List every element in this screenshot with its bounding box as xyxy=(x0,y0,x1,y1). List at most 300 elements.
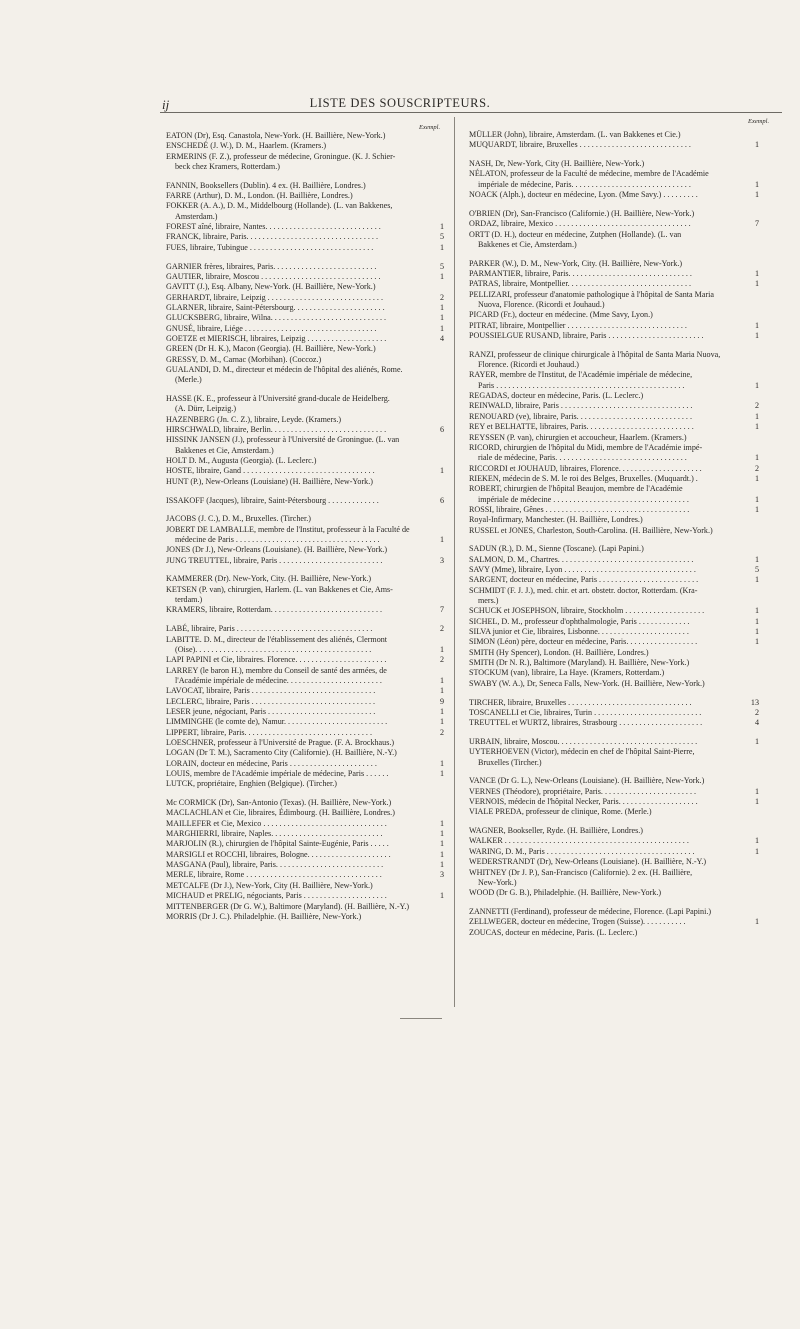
subscriber-text xyxy=(166,243,444,253)
subscriber-text xyxy=(166,585,444,606)
subscriber-text xyxy=(469,474,759,484)
entry-line: GREEN (Dr H. K.), Macon (Georgia). (H. Baillière, New-York.) xyxy=(166,344,376,354)
subscriber-text xyxy=(166,655,444,665)
entry-line: LUTCK, propriétaire, Enghien (Belgique). (Tircher.) xyxy=(166,779,337,789)
subscriber-text xyxy=(469,718,759,728)
entry-line: HOLT D. M., Augusta (Georgia). (L. Leclerc.) xyxy=(166,456,317,466)
subscriber-text xyxy=(469,787,759,797)
copies-count: 1 xyxy=(754,279,759,289)
subscriber-text xyxy=(166,435,444,456)
subscriber-text xyxy=(166,525,444,546)
entry-line: TOSCANELLI et Cie, libraires, Turin . . . . . . . . . . . . . . . . . . . . . . . . . . . xyxy=(469,707,702,717)
entry-line: ORTT (D. H.), docteur en médecine, Zutphen (Hollande). (L. van xyxy=(469,229,682,239)
entry-line: New-York.) xyxy=(478,877,517,887)
entry-line: Florence. (Ricordi et Jouhaud.) xyxy=(478,360,579,370)
subscriber-text xyxy=(166,717,444,727)
subscriber-entry xyxy=(166,891,444,901)
subscriber-text xyxy=(469,868,759,889)
entry-line: FUES, libraire, Tubingue . . . . . . . . . . . . . . . . . . . . . . . . . . . . . . . xyxy=(166,242,374,252)
entry-line: (Merle.) xyxy=(175,375,202,385)
entry-line: MITTENBERGER (Dr G. W.), Baltimore (Maryland). (H. Baillière, N.-Y.) xyxy=(166,901,410,911)
subscriber-entry xyxy=(166,141,444,151)
subscriber-entry xyxy=(166,222,444,232)
copies-count: 2 xyxy=(754,707,759,717)
entry-line: LECLERC, libraire, Paris . . . . . . . . . . . . . . . . . . . . . . . . . . . . . . . xyxy=(166,696,376,706)
letter-group xyxy=(469,259,759,342)
copies-count: 2 xyxy=(439,727,444,737)
subscriber-entry xyxy=(469,422,759,432)
subscriber-entry xyxy=(469,565,759,575)
letter-group xyxy=(166,131,444,172)
entry-line: ENSCHEDÉ (J. W.), D. M., Haarlem. (Kramers.) xyxy=(166,141,327,151)
subscriber-list-right-column xyxy=(469,130,759,946)
copies-count: 1 xyxy=(439,313,444,323)
copies-count: 1 xyxy=(754,504,759,514)
letter-group xyxy=(469,209,759,250)
entry-line: LAPI PAPINI et Cie, libraires. Florence. . . . . . . . . . . . . . . . . . . . . . . xyxy=(166,655,387,665)
copies-count: 1 xyxy=(439,839,444,849)
entry-line: JACOBS (J. C.), D. M., Bruxelles. (Tircher.) xyxy=(166,514,311,524)
entry-line: RICCORDI et JOUHAUD, libraires, Florence. . . . . . . . . . . . . . . . . . . . . xyxy=(469,463,702,473)
copies-count: 1 xyxy=(754,575,759,585)
subscriber-text xyxy=(166,759,444,769)
entry-line: VANCE (Dr G. L.), New-Orleans (Louisiane). (H. Baillière, New-York.) xyxy=(469,776,705,786)
subscriber-entry xyxy=(469,209,759,219)
subscriber-list-left-column xyxy=(166,131,444,931)
subscriber-entry xyxy=(469,658,759,668)
entry-line: terdam.) xyxy=(175,595,203,605)
entry-line: GARNIER frères, libraires, Paris. . . . . . . . . . . . . . . . . . . . . . . . . . xyxy=(166,261,377,271)
entry-line: GOETZE et MIERISCH, libraires, Leipzig . . . . . . . . . . . . . . . . . . . . xyxy=(166,333,387,343)
subscriber-text xyxy=(469,331,759,341)
entry-line: LAVOCAT, libraire, Paris . . . . . . . . . . . . . . . . . . . . . . . . . . . . . . . xyxy=(166,686,376,696)
letter-group xyxy=(469,159,759,200)
entry-line: KAMMERER (Dr). New-York, City. (H. Baillière, New-York.) xyxy=(166,574,372,584)
entry-line: PATRAS, libraire, Montpellier. . . . . . . . . . . . . . . . . . . . . . . . . . . . . . . xyxy=(469,279,692,289)
subscriber-text xyxy=(469,412,759,422)
subscriber-text xyxy=(469,190,759,200)
subscriber-text xyxy=(469,505,759,515)
subscriber-entry xyxy=(469,868,759,889)
copies-count: 1 xyxy=(754,453,759,463)
subscriber-text xyxy=(469,698,759,708)
copies-count: 1 xyxy=(439,242,444,252)
subscriber-text xyxy=(166,574,444,584)
entry-line: (Oise). . . . . . . . . . . . . . . . . . . . . . . . . . . . . . . . . . . . . . . . . . . . xyxy=(175,644,372,654)
entry-line: ORDAZ, libraire, Mexico . . . . . . . . . . . . . . . . . . . . . . . . . . . . . . . . . . xyxy=(469,219,691,229)
subscriber-entry xyxy=(469,776,759,786)
entry-line: REGADAS, docteur en médecine, Paris. (L. Leclerc.) xyxy=(469,391,644,401)
copies-count: 1 xyxy=(754,836,759,846)
entry-line: GERHARDT, libraire, Leipzig . . . . . . . . . . . . . . . . . . . . . . . . . . . . . xyxy=(166,292,384,302)
copies-count: 1 xyxy=(439,758,444,768)
subscriber-text xyxy=(469,526,759,536)
subscriber-text xyxy=(166,624,444,634)
subscriber-text xyxy=(166,262,444,272)
entry-line: NÉLATON, professeur de la Faculté de médecine, membre de l'Académie xyxy=(469,169,709,179)
subscriber-entry xyxy=(469,586,759,607)
subscriber-entry xyxy=(469,668,759,678)
subscriber-entry xyxy=(166,860,444,870)
entry-line: WARING, D. M., Paris . . . . . . . . . . . . . . . . . . . . . . . . . . . . . . . . . . . . . xyxy=(469,846,695,856)
subscriber-entry xyxy=(166,624,444,634)
copies-count: 1 xyxy=(439,323,444,333)
subscriber-text xyxy=(469,776,759,786)
letter-group xyxy=(469,737,759,768)
entry-line: WAGNER, Bookseller, Ryde. (H. Baillière, Londres.) xyxy=(469,826,644,836)
subscriber-text xyxy=(166,282,444,292)
entry-line: TREUTTEL et WURTZ, libraires, Strasbourg . . . . . . . . . . . . . . . . . . . . . xyxy=(469,718,703,728)
letter-group xyxy=(469,698,759,729)
subscriber-text xyxy=(469,370,759,391)
entry-line: Bakkenes et Cie, Amsterdam.) xyxy=(175,445,274,455)
subscriber-text xyxy=(166,222,444,232)
entry-line: PELLIZARI, professeur d'anatomie pathologique à l'hôpital de Santa Maria xyxy=(469,289,714,299)
subscriber-text xyxy=(469,826,759,836)
subscriber-entry xyxy=(166,201,444,222)
subscriber-text xyxy=(469,747,759,768)
subscriber-entry xyxy=(469,159,759,169)
entry-line: FOKKER (A. A.), D. M., Middelbourg (Hollande). (L. van Bakkenes, xyxy=(166,201,393,211)
letter-group xyxy=(166,496,444,506)
subscriber-text xyxy=(469,433,759,443)
subscriber-entry xyxy=(166,394,444,415)
entry-line: SADUN (R.), D. M., Sienne (Toscane). (Lapi Papini.) xyxy=(469,544,644,554)
subscriber-text xyxy=(166,860,444,870)
copies-count: 1 xyxy=(754,627,759,637)
copies-count: 5 xyxy=(439,261,444,271)
entry-line: HIRSCHWALD, libraire, Berlin. . . . . . . . . . . . . . . . . . . . . . . . . . . . . xyxy=(166,425,387,435)
subscriber-text xyxy=(469,130,759,140)
entry-line: LOGAN (Dr T. M.), Sacramento City (Californie). (H. Baillière, N.-Y.) xyxy=(166,748,397,758)
entry-line: ZELLWEGER, docteur en médecine, Trogen (Suisse). . . . . . . . . . . xyxy=(469,917,686,927)
subscriber-entry xyxy=(469,290,759,311)
copies-count: 1 xyxy=(439,891,444,901)
subscriber-text xyxy=(469,209,759,219)
entry-line: JUNG TREUTTEL, libraire, Paris . . . . . . . . . . . . . . . . . . . . . . . . . . xyxy=(166,555,383,565)
subscriber-entry xyxy=(469,310,759,320)
subscriber-entry xyxy=(469,555,759,565)
entry-line: MARJOLIN (R.), chirurgien de l'hôpital Sainte-Eugénie, Paris . . . . . xyxy=(166,839,389,849)
letter-group xyxy=(469,907,759,938)
subscriber-entry xyxy=(166,850,444,860)
entry-line: ERMERINS (F. Z.), professeur de médecine, Groningue. (K. J. Schier- xyxy=(166,151,396,161)
subscriber-text xyxy=(469,606,759,616)
copies-count: 2 xyxy=(439,292,444,302)
entry-line: HISSINK JANSEN (J.), professeur à l'Université de Groningue. (L. van xyxy=(166,435,400,445)
subscriber-text xyxy=(469,422,759,432)
subscriber-text xyxy=(469,269,759,279)
subscriber-text xyxy=(469,737,759,747)
subscriber-text xyxy=(166,738,444,748)
subscriber-entry xyxy=(166,313,444,323)
subscriber-entry xyxy=(469,907,759,917)
entry-line: SAVY (Mme), libraire, Lyon . . . . . . . . . . . . . . . . . . . . . . . . . . . . . . . . . xyxy=(469,565,696,575)
subscriber-text xyxy=(166,686,444,696)
entry-line: VERNES (Théodore), propriétaire, Paris. . . . . . . . . . . . . . . . . . . . . . . . xyxy=(469,786,697,796)
subscriber-entry xyxy=(166,293,444,303)
entry-line: SICHEL, D. M., professeur d'ophthalmologie, Paris . . . . . . . . . . . . . xyxy=(469,616,690,626)
subscriber-entry xyxy=(166,435,444,456)
subscriber-entry xyxy=(166,728,444,738)
subscriber-text xyxy=(469,169,759,190)
entry-line: médecine de Paris . . . . . . . . . . . . . . . . . . . . . . . . . . . . . . . . . . . . xyxy=(175,534,380,544)
subscriber-entry xyxy=(469,797,759,807)
subscriber-entry xyxy=(469,888,759,898)
subscriber-text xyxy=(469,230,759,251)
entry-line: FOREST aîné, libraire, Nantes. . . . . . . . . . . . . . . . . . . . . . . . . . . . . xyxy=(166,222,381,232)
subscriber-entry xyxy=(166,456,444,466)
entry-line: ROBERT, chirurgien de l'hôpital Beaujon, membre de l'Académie xyxy=(469,484,683,494)
subscriber-entry xyxy=(469,836,759,846)
subscriber-text xyxy=(166,293,444,303)
subscriber-text xyxy=(166,839,444,849)
entry-line: STOCKUM (van), libraire, La Haye. (Kramers, Rotterdam.) xyxy=(469,668,665,678)
subscriber-text xyxy=(166,902,444,912)
subscriber-entry xyxy=(166,769,444,779)
entry-line: PICARD (Fr.), docteur en médecine. (Mme Savy, Lyon.) xyxy=(469,310,653,320)
entry-line: MERLE, libraire, Rome . . . . . . . . . . . . . . . . . . . . . . . . . . . . . . . . . . xyxy=(166,870,382,880)
entry-line: ISSAKOFF (Jacques), libraire, Saint-Pétersbourg . . . . . . . . . . . . . xyxy=(166,495,379,505)
copies-column-label-left: Exempl. xyxy=(419,124,441,131)
subscriber-entry xyxy=(166,496,444,506)
copies-count: 1 xyxy=(439,534,444,544)
subscriber-entry xyxy=(166,262,444,272)
letter-group xyxy=(166,624,444,790)
copies-count: 2 xyxy=(439,624,444,634)
entry-line: RAYER, membre de l'Institut, de l'Académie impériale de médecine, xyxy=(469,370,693,380)
entry-line: FRANCK, libraire, Paris. . . . . . . . . . . . . . . . . . . . . . . . . . . . . . . . . xyxy=(166,232,379,242)
subscriber-text xyxy=(469,259,759,269)
copies-count: 1 xyxy=(439,829,444,839)
entry-line: REY et BELHATTE, libraires, Paris. . . . . . . . . . . . . . . . . . . . . . . . . . . xyxy=(469,422,694,432)
subscriber-text xyxy=(469,917,759,927)
copies-count: 1 xyxy=(754,473,759,483)
entry-line: RANZI, professeur de clinique chirurgicale à l'hôpital de Santa Maria Nuova, xyxy=(469,349,721,359)
subscriber-entry xyxy=(166,798,444,808)
entry-line: REINWALD, libraire, Paris . . . . . . . . . . . . . . . . . . . . . . . . . . . . . . . . . xyxy=(469,401,693,411)
subscriber-text xyxy=(469,159,759,169)
subscriber-entry xyxy=(469,787,759,797)
subscriber-entry xyxy=(469,140,759,150)
subscriber-text xyxy=(166,425,444,435)
subscriber-text xyxy=(469,219,759,229)
entry-line: LABITTE. D. M., directeur de l'établissement des aliénés, Clermont xyxy=(166,634,388,644)
copies-count: 1 xyxy=(754,616,759,626)
subscriber-text xyxy=(469,140,759,150)
subscriber-text xyxy=(469,310,759,320)
subscriber-text xyxy=(469,575,759,585)
subscriber-entry xyxy=(469,737,759,747)
letter-group xyxy=(469,130,759,151)
entry-line: SARGENT, docteur en médecine, Paris . . . . . . . . . . . . . . . . . . . . . . . . . xyxy=(469,575,699,585)
subscriber-entry xyxy=(166,779,444,789)
subscriber-text xyxy=(469,443,759,464)
entry-line: GUALANDI, D. M., directeur et médecin de l'hôpital des aliénés, Rome. xyxy=(166,365,403,374)
copies-count: 1 xyxy=(754,331,759,341)
subscriber-entry xyxy=(469,544,759,554)
subscriber-entry xyxy=(469,279,759,289)
subscriber-entry xyxy=(166,152,444,173)
entry-line: SILVA junior et Cie, libraires, Lisbonne. . . . . . . . . . . . . . . . . . . . . . . xyxy=(469,627,689,637)
entry-line: Nuova, Florence. (Ricordi et Jouhaud.) xyxy=(478,299,605,309)
subscriber-entry xyxy=(166,514,444,524)
subscriber-text xyxy=(469,321,759,331)
subscriber-text xyxy=(166,728,444,738)
copies-count: 1 xyxy=(439,271,444,281)
entry-line: PITRAT, libraire, Montpellier . . . . . . . . . . . . . . . . . . . . . . . . . . . . . . xyxy=(469,320,687,330)
copies-count: 1 xyxy=(439,768,444,778)
entry-line: POUSSIELGUE RUSAND, libraire, Paris . . . . . . . . . . . . . . . . . . . . . . . . xyxy=(469,331,704,341)
copies-count: 4 xyxy=(754,718,759,728)
entry-line: PARMANTIER, libraire, Paris. . . . . . . . . . . . . . . . . . . . . . . . . . . . . . . xyxy=(469,268,692,278)
entry-line: URBAIN, libraire, Moscou. . . . . . . . . . . . . . . . . . . . . . . . . . . . . . . . . . . xyxy=(469,736,698,746)
subscriber-text xyxy=(469,565,759,575)
subscriber-text xyxy=(469,464,759,474)
subscriber-text xyxy=(166,605,444,615)
subscriber-text xyxy=(166,355,444,365)
copies-count: 1 xyxy=(754,554,759,564)
subscriber-entry xyxy=(469,575,759,585)
entry-line: ZANNETTI (Ferdinand), professeur de médecine, Florence. (Lapi Papini.) xyxy=(469,906,712,916)
subscriber-text xyxy=(469,484,759,505)
subscriber-entry xyxy=(166,585,444,606)
subscriber-text xyxy=(166,556,444,566)
copies-count: 9 xyxy=(439,696,444,706)
subscriber-text xyxy=(469,515,759,525)
subscriber-entry xyxy=(469,505,759,515)
entry-line: GAVITT (J.), Esq. Albany, New-York. (H. Baillière, New-York.) xyxy=(166,282,376,292)
subscriber-entry xyxy=(166,666,444,687)
entry-line: GAUTIER, libraire, Moscou . . . . . . . . . . . . . . . . . . . . . . . . . . . . . . xyxy=(166,271,381,281)
subscriber-entry xyxy=(166,808,444,818)
entry-line: NASH, Dr, New-York, City (H. Baillière, New-York.) xyxy=(469,159,645,169)
subscriber-text xyxy=(166,232,444,242)
subscriber-entry xyxy=(469,401,759,411)
letter-group xyxy=(166,514,444,566)
copies-count: 7 xyxy=(754,219,759,229)
subscriber-text xyxy=(469,668,759,678)
subscriber-entry xyxy=(469,331,759,341)
entry-line: mers.) xyxy=(478,596,499,606)
entry-line: Bruxelles (Tircher.) xyxy=(478,757,542,767)
subscriber-entry xyxy=(469,474,759,484)
subscriber-entry xyxy=(166,717,444,727)
copies-count: 1 xyxy=(439,860,444,870)
copies-count: 1 xyxy=(754,320,759,330)
entry-line: ZOUCAS, docteur en médecine, Paris. (L. Leclerc.) xyxy=(469,927,638,937)
subscriber-text xyxy=(469,797,759,807)
subscriber-entry xyxy=(166,902,444,912)
subscriber-text xyxy=(166,477,444,487)
subscriber-entry xyxy=(469,130,759,140)
subscriber-text xyxy=(166,466,444,476)
letter-group xyxy=(469,350,759,536)
subscriber-entry xyxy=(166,635,444,656)
copies-count: 6 xyxy=(439,495,444,505)
subscriber-entry xyxy=(469,321,759,331)
subscriber-entry xyxy=(469,708,759,718)
subscriber-text xyxy=(166,191,444,201)
subscriber-text xyxy=(469,888,759,898)
letter-group xyxy=(166,574,444,615)
subscriber-entry xyxy=(166,477,444,487)
page-number: ij xyxy=(162,97,170,112)
subscriber-text xyxy=(166,303,444,313)
entry-line: HAZENBERG (Jn. C. Z.), libraire, Leyde. (Kramers.) xyxy=(166,414,342,424)
subscriber-text xyxy=(166,334,444,344)
subscriber-entry xyxy=(469,526,759,536)
subscriber-entry xyxy=(166,556,444,566)
subscriber-text xyxy=(166,779,444,789)
copies-count: 1 xyxy=(439,466,444,476)
subscriber-entry xyxy=(166,759,444,769)
subscriber-text xyxy=(469,555,759,565)
subscriber-text xyxy=(166,324,444,334)
copies-count: 1 xyxy=(754,190,759,200)
entry-line: impériale de médecine, Paris. . . . . . . . . . . . . . . . . . . . . . . . . . . . . . xyxy=(478,179,691,189)
entry-line: LOESCHNER, professeur à l'Université de Prague. (F. A. Brockhaus.) xyxy=(166,737,395,747)
copies-count: 2 xyxy=(439,655,444,665)
subscriber-text xyxy=(469,637,759,647)
subscriber-entry xyxy=(469,443,759,464)
subscriber-text xyxy=(166,808,444,818)
subscriber-entry xyxy=(166,282,444,292)
subscriber-entry xyxy=(166,365,444,386)
entry-line: SMITH (Hy Spencer), London. (H. Baillière, Londres.) xyxy=(469,647,649,657)
entry-line: WHITNEY (Dr J. P.), San-Francisco (Californie). 2 ex. (H. Baillière, xyxy=(469,867,693,877)
subscriber-entry xyxy=(166,829,444,839)
subscriber-entry xyxy=(166,686,444,696)
copies-count: 1 xyxy=(439,717,444,727)
letter-group xyxy=(166,798,444,922)
subscriber-text xyxy=(166,131,444,141)
entry-line: GNUSÉ, libraire, Liége . . . . . . . . . . . . . . . . . . . . . . . . . . . . . . . . . xyxy=(166,323,377,333)
entry-line: RIEKEN, médecin de S. M. le roi des Belges, Bruxelles. (Muquardt.) . xyxy=(469,473,698,483)
subscriber-text xyxy=(166,272,444,282)
entry-line: Mc CORMICK (Dr), San-Antonio (Texas). (H. Baillière, New-York.) xyxy=(166,798,392,808)
page-title: LISTE DES SOUSCRIPTEURS. xyxy=(309,96,491,110)
subscriber-text xyxy=(166,819,444,829)
entry-line: HOSTE, libraire, Gand . . . . . . . . . . . . . . . . . . . . . . . . . . . . . . . . . xyxy=(166,466,375,476)
letter-group xyxy=(166,181,444,253)
subscriber-text xyxy=(166,496,444,506)
entry-line: JONES (Dr J.), New-Orleans (Louisiane). (H. Baillière, New-York.) xyxy=(166,545,388,555)
entry-line: WALKER . . . . . . . . . . . . . . . . . . . . . . . . . . . . . . . . . . . . . . . . . . . . . . xyxy=(469,836,689,846)
subscriber-entry xyxy=(166,881,444,891)
subscriber-text xyxy=(469,350,759,371)
copies-count: 1 xyxy=(754,411,759,421)
copies-count: 1 xyxy=(439,849,444,859)
subscriber-entry xyxy=(469,484,759,505)
subscriber-text xyxy=(469,648,759,658)
entry-line: TIRCHER, libraire, Bruxelles . . . . . . . . . . . . . . . . . . . . . . . . . . . . . . . xyxy=(469,697,692,707)
subscriber-text xyxy=(166,850,444,860)
subscriber-text xyxy=(469,401,759,411)
entry-line: LORAIN, docteur en médecine, Paris . . . . . . . . . . . . . . . . . . . . . . xyxy=(166,758,377,768)
copies-count: 13 xyxy=(750,697,759,707)
entry-line: Royal-Infirmary, Manchester. (H. Baillière, Londres.) xyxy=(469,515,643,525)
entry-line: FANNIN, Booksellers (Dublin). 4 ex. (H. Baillière, Londres.) xyxy=(166,180,366,190)
subscriber-entry xyxy=(166,334,444,344)
subscriber-entry xyxy=(469,190,759,200)
entry-line: SALMON, D. M., Chartres. . . . . . . . . . . . . . . . . . . . . . . . . . . . . . . . . . xyxy=(469,554,694,564)
copies-count: 5 xyxy=(754,565,759,575)
subscriber-entry xyxy=(469,847,759,857)
subscriber-entry xyxy=(469,350,759,371)
subscriber-text xyxy=(469,807,759,817)
subscriber-entry xyxy=(469,412,759,422)
